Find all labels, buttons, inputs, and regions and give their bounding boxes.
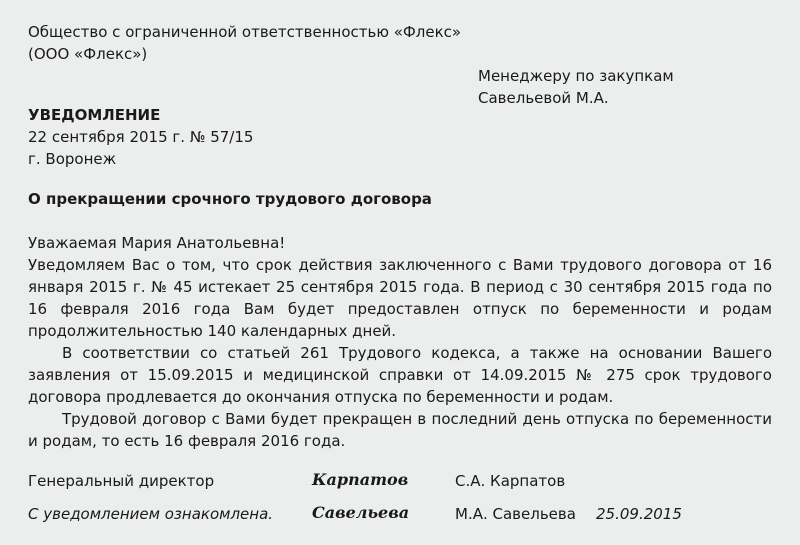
acknowledgement-date: 25.09.2015 [596, 505, 682, 523]
notice-title: УВЕДОМЛЕНИЕ [28, 106, 161, 124]
paragraph-3: Трудовой договор с Вами будет прекращен в последний день отпуска по беременности и родам, то есть 16 февраля 2016 года. [28, 410, 772, 450]
director-title: Генеральный директор [28, 472, 215, 490]
notice-subject: О прекращении срочного трудового договора [28, 190, 432, 208]
paragraph-1: Уведомляем Вас о том, что срок действия заключенного с Вами трудового договора от 16 января 2015 г. № 45 истекает 25 сентября 2015 года. В период с 30 сентября 2015 года по 16 февраля 2016 года Вам будет предоставлен отпуск по беременности и родам продолжительностью 140 календарных дней. [28, 256, 772, 340]
notice-date-number: 22 сентября 2015 г. № 57/15 [28, 128, 254, 146]
director-signature: Карпатов [312, 470, 409, 489]
employee-name: М.А. Савельева [455, 505, 576, 523]
director-name: С.А. Карпатов [455, 472, 566, 490]
acknowledgement-label: С уведомлением ознакомлена. [28, 505, 274, 523]
org-name: Общество с ограниченной ответственностью «Флекс» [28, 23, 462, 41]
paragraph-2: В соответствии со статьей 261 Трудового кодекса, а также на основании Вашего заявления от 15.09.2015 и медицинской справки от 14.09.2015 № 275 срок трудового договора продлевается до окончания отпуска по беременности и родам. [28, 344, 772, 406]
greeting: Уважаемая Мария Анатольевна! [28, 234, 286, 252]
employee-signature: Савельева [312, 503, 410, 522]
recipient-name: Савельевой М.А. [478, 89, 609, 107]
recipient-position: Менеджеру по закупкам [478, 67, 674, 85]
org-short-name: (ООО «Флекс») [28, 45, 148, 63]
notice-city: г. Воронеж [28, 150, 117, 168]
